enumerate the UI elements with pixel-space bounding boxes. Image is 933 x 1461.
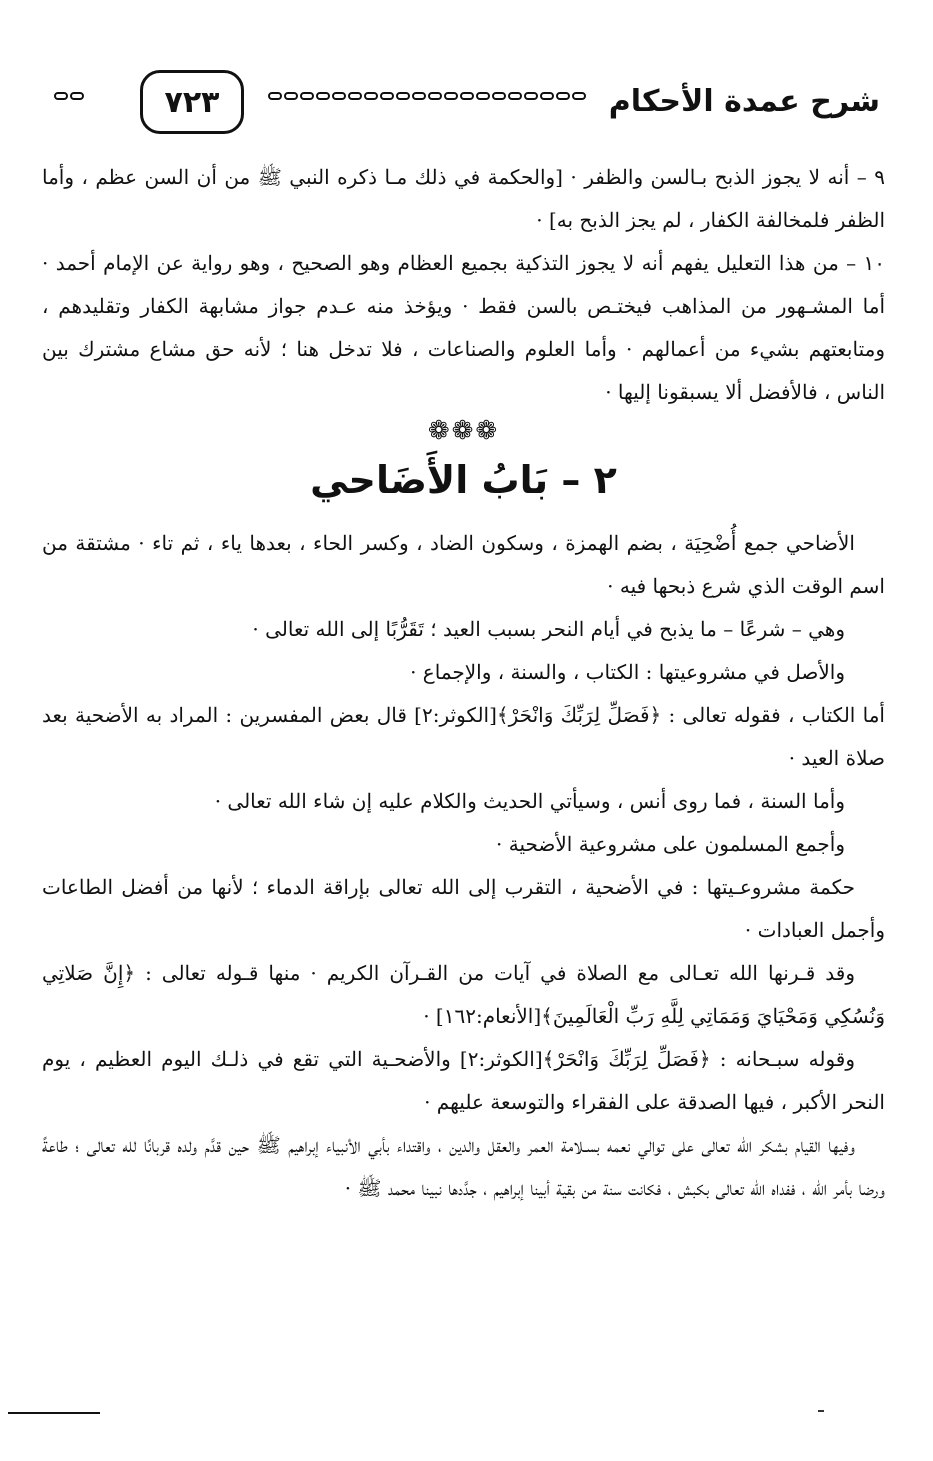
body-paragraph-6: وأجمع المسلمون على مشروعية الأضحية · <box>496 832 845 856</box>
header-ornament-chain <box>268 92 586 104</box>
header-ornament-left <box>54 92 84 104</box>
body-paragraph-5: وأما السنة ، فما روى أنس ، وسيأتي الحديث والكلام عليه إن شاء الله تعالى · <box>214 789 845 813</box>
body-paragraph-7: حكمة مشروعـيتها : في الأضحية ، التقرب إلى الله تعالى بإراقة الدماء ؛ لأنها من أفضل الطاعات وأجمل العبادات · <box>42 875 885 942</box>
page-number: ٧٢٣ <box>140 70 244 134</box>
footnote-rule <box>8 1412 100 1414</box>
body-paragraph-2: وهي – شرعًا – ما يذبح في أيام النحر بسبب العيد ؛ تَقَرُّبًا إلى الله تعالى · <box>252 617 845 641</box>
book-title: شرح عمدة الأحكام <box>608 84 880 119</box>
footer-mark <box>818 1410 824 1412</box>
chapter-title: ٢ – بَابُ الأَضَاحي <box>310 458 617 502</box>
point-9: ٩ – أنه لا يجوز الذبح بـالسن والظفر · [والحكمة في ذلك مـا ذكره النبي ﷺ من أن السن عظم ، وأما الظفر فلمخالفة الكفار ، لم يجز الذبح به] · <box>42 165 886 232</box>
page-content <box>42 156 885 1210</box>
body-paragraph-4: أما الكتاب ، فقوله تعالى : ﴿فَصَلِّ لِرَبِّكَ وَانْحَرْ﴾[الكوثر:٢] قال بعض المفسرين : المراد به الأضحية بعد صلاة العيد · <box>42 703 885 770</box>
body-paragraph-1: الأضاحي جمع أُضْحِيَة ، بضم الهمزة ، وسكون الضاد ، وكسر الحاء ، بعدها ياء ، ثم تاء · مشتقة من اسم الوقت الذي شرع ذبحها فيه · <box>42 531 885 598</box>
chapter-body <box>42 522 885 1210</box>
page-header <box>40 62 880 144</box>
body-paragraph-8: وقد قـرنها الله تعـالى مع الصلاة في آيات من القـرآن الكريم · منها قـوله تعالى : ﴿إِنَّ صَلاتِي وَنُسُكِي وَمَحْيَايَ وَمَمَاتِي لِلَّهِ رَبِّ الْعَالَمِينَ﴾[الأنعام:١٦٢] · <box>42 961 885 1028</box>
body-paragraph-3: والأصل في مشروعيتها : الكتاب ، والسنة ، والإجماع · <box>410 660 845 684</box>
body-paragraph-10: وفيها القيام بشكر الله تعالى على توالي نعمه بسـلامة العمر والعقل والدين ، واقتداء بأبي الأنبياء إبراهيم ﷺ حين قدَّم ولده قربانًا لله تعالى ؛ طاعةً ورضا بأمر الله ، ففداه الله تعالى بكبش ، فكانت سنة من بقية أبينا إبراهيم ، جدَّدها نبينا محمد ﷺ · <box>42 1133 885 1200</box>
point-10: ١٠ – من هذا التعليل يفهم أنه لا يجوز التذكية بجميع العظام وهو الصحيح ، وهو رواية عن الإمام أحمد · أما المشـهور من المذاهب فيختـص بالسن فقط · ويؤخذ منه عـدم جواز مشابهة الكفار وتقليدهم ، ومتابعتهم بشيء من أعمالهم · وأما العلوم والصناعات ، فلا تدخل هنا ؛ لأنه حق مشاع مشترك بين الناس ، فالأفضل ألا يسبقونا إليها · <box>42 251 885 404</box>
section-separator: ❁❁❁ <box>427 416 500 446</box>
body-paragraph-9: وقوله سبـحانه : ﴿فَصَلِّ لِرَبِّكَ وَانْحَرْ﴾[الكوثر:٢] والأضحـية التي تقع في ذلـك اليوم العظيم ، يوم النحر الأكبر ، فيها الصدقة على الفقراء والتوسعة عليهم · <box>42 1047 885 1114</box>
